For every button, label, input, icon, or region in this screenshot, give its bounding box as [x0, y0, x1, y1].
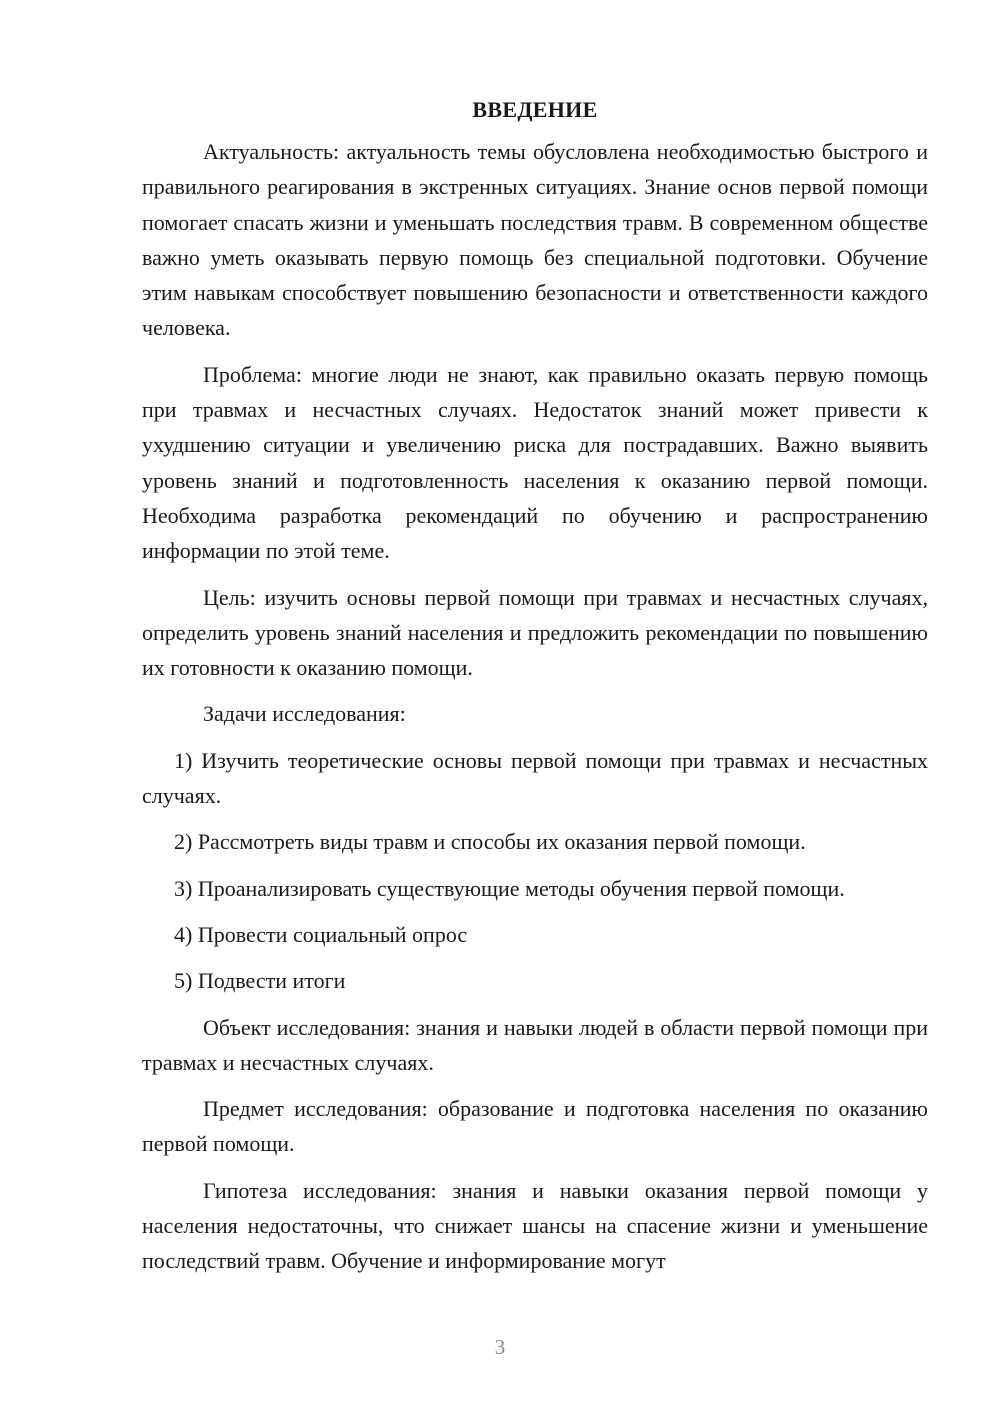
task-item-5: 5) Подвести итоги	[174, 968, 346, 994]
tasks-heading: Задачи исследования:	[203, 701, 406, 727]
hypothesis-paragraph: Гипотеза исследования: знания и навыки оказания первой помощи у населения недостаточны, что снижает шансы на спасение жизни и уменьшение последствий травм. Обучение и информирование могут	[142, 1177, 928, 1274]
task-item-1: 1) Изучить теоретические основы первой помощи при травмах и несчастных случаях.	[142, 747, 928, 809]
section-title: ВВЕДЕНИЕ	[472, 97, 598, 122]
object-paragraph: Объект исследования: знания и навыки людей в области первой помощи при травмах и несчастных случаях.	[142, 1014, 928, 1075]
problem-paragraph: Проблема: многие люди не знают, как правильно оказать первую помощь при травмах и несчастных случаях. Недостаток знаний может привести к ухудшению ситуации и увеличению риска для пострадавших. Важно выявить уровень знаний и подготовленность населения к оказанию первой помощи. Необходима разработка рекомендаций по обучению и распространению информации по этой теме.	[142, 361, 928, 564]
task-item-4: 4) Провести социальный опрос	[174, 921, 468, 947]
goal-paragraph: Цель: изучить основы первой помощи при травмах и несчастных случаях, определить уровень знаний населения и предложить рекомендации по повышению их готовности к оказанию помощи.	[142, 584, 928, 681]
task-item-3: 3) Проанализировать существующие методы обучения первой помощи.	[174, 875, 845, 901]
relevance-paragraph: Актуальность: актуальность темы обусловлена необходимостью быстрого и правильного реагирования в экстренных ситуациях. Знание основ первой помощи помогает спасать жизни и уменьшать последствия травм. В современном обществе важно уметь оказывать первую помощь без специальной подготовки. Обучение этим навыкам способствует повышению безопасности и ответственности каждого человека.	[142, 139, 928, 341]
document-page	[142, 92, 928, 1290]
task-item-2: 2) Рассмотреть виды травм и способы их оказания первой помощи.	[174, 829, 806, 855]
page-number: 3	[494, 1335, 506, 1359]
subject-paragraph: Предмет исследования: образование и подготовка населения по оказанию первой помощи.	[142, 1096, 928, 1157]
